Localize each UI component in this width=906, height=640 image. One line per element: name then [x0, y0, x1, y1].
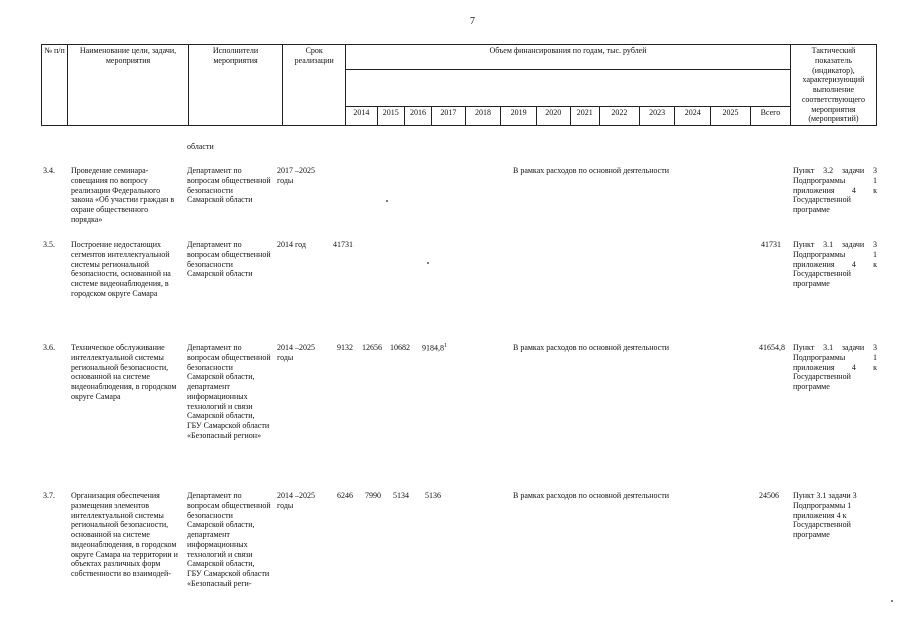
row-3-7-term: 2014 –2025 годы [277, 491, 315, 510]
header-exec: Исполнители мероприятия [188, 45, 282, 126]
row-3-4-name: Проведение семинара-совещания по вопросу реализации Федерального закона «Об участии граждан в охране общественного порядка» [71, 166, 175, 224]
year-2022: 2022 [599, 107, 639, 126]
row-3-6-v2016: 10682 [390, 343, 410, 352]
row-3-7-exec: Департамент по вопросам общественной безопасности Самарской области, департамент информационных технологий и связи Самарской области, ГБУ Самарской области «Безопасный реги- [187, 491, 271, 588]
row-3-5-total: 41731 [761, 240, 781, 249]
year-2016: 2016 [404, 107, 431, 126]
row-3-7-v2015: 7990 [365, 491, 381, 500]
row-3-5-term: 2014 год [277, 240, 306, 249]
row-3-7-v2014: 6246 [337, 491, 353, 500]
row-3-5-indicator: Пункт 3.1 задачи 3 Подпрограммы 1 приложения 4 к Государственной программе [793, 240, 877, 288]
row-3-6-total: 41654,8 [759, 343, 785, 352]
row-3-4-indicator: Пункт 3.2 задачи 3 Подпрограммы 1 приложения 4 к Государственной программе [793, 166, 877, 214]
header-name: Наименование цели, задачи, мероприятия [68, 45, 189, 126]
row-3-4-exec: Департамент по вопросам общественной безопасности Самарской области [187, 166, 271, 205]
row-3-4-note: В рамках расходов по основной деятельности [512, 166, 670, 175]
row-3-7-note: В рамках расходов по основной деятельности [512, 491, 670, 500]
year-2019: 2019 [501, 107, 537, 126]
row-3-5-exec: Департамент по вопросам общественной безопасности Самарской области [187, 240, 271, 279]
row-3-6-v2017: 9184,8$^1$ [422, 343, 447, 353]
row-3-6-indicator: Пункт 3.1 задачи 3 Подпрограммы 1 приложения 4 к Государственной программе [793, 343, 877, 391]
year-2014: 2014 [346, 107, 377, 126]
row-3-5-v2014: 41731 [333, 240, 353, 249]
row-3-7-v2016: 5134 [393, 491, 409, 500]
header-term: Срок реализации [283, 45, 346, 126]
row-3-4-term: 2017 –2025 годы [277, 166, 315, 185]
row-3-6-term: 2014 –2025 годы [277, 343, 315, 362]
row-3-5-name: Построение недостающих сегментов интеллектуальной системы региональной безопасности, основанной на системе видеонаблюдения, в городском округе Самара [71, 240, 171, 298]
header-funding: Объем финансирования по годам, тыс. рублей [346, 45, 791, 70]
year-2023: 2023 [639, 107, 675, 126]
scan-speck [891, 600, 893, 602]
year-2025: 2025 [711, 107, 751, 126]
year-2020: 2020 [537, 107, 571, 126]
scan-speck [427, 262, 429, 264]
row-3-7-name: Организация обеспечения размещения элементов интеллектуальной системы региональной безопасности, основанной на системе видеонаблюдения, в городском округе Самара на территории и объектах различных форм собственности во взаимодей- [71, 491, 178, 578]
row-3-6-name: Техническое обслуживание интеллектуальной системы региональной безопасности, основанной на системе видеонаблюдения, в городском округе Самара [71, 343, 177, 401]
header-table [41, 44, 877, 126]
page-number: 7 [470, 16, 475, 27]
row-3-6-no: 3.6. [43, 343, 55, 352]
year-2021: 2021 [570, 107, 599, 126]
row-3-6-v2014: 9132 [337, 343, 353, 352]
year-2017: 2017 [432, 107, 466, 126]
header-no: № п/п [42, 45, 68, 126]
row-3-6-v2015: 12656 [362, 343, 382, 352]
row-3-7-indicator: Пункт 3.1 задачи 3 Подпрограммы 1 приложения 4 к Государственной программе [793, 491, 857, 539]
row-3-4-no: 3.4. [43, 166, 55, 175]
row-3-7-no: 3.7. [43, 491, 55, 500]
header-funding-gap [346, 70, 791, 107]
year-2024: 2024 [675, 107, 711, 126]
scan-speck [386, 200, 388, 202]
carry-over-text: области [187, 142, 214, 151]
year-2015: 2015 [377, 107, 404, 126]
row-3-6-exec: Департамент по вопросам общественной безопасности Самарской области, департамент информационных технологий и связи Самарской области, ГБУ Самарской области «Безопасный регион» [187, 343, 271, 440]
row-3-7-total: 24506 [759, 491, 779, 500]
year-total: Всего [750, 107, 790, 126]
row-3-6-note: В рамках расходов по основной деятельности [512, 343, 670, 352]
table-body [41, 140, 877, 640]
row-3-5-no: 3.5. [43, 240, 55, 249]
header-indicator: Тактический показатель (индикатор), характеризующий выполнение соответствующего мероприятия (мероприятий) [790, 45, 876, 126]
row-3-7-v2017: 5136 [425, 491, 441, 500]
year-2018: 2018 [465, 107, 501, 126]
